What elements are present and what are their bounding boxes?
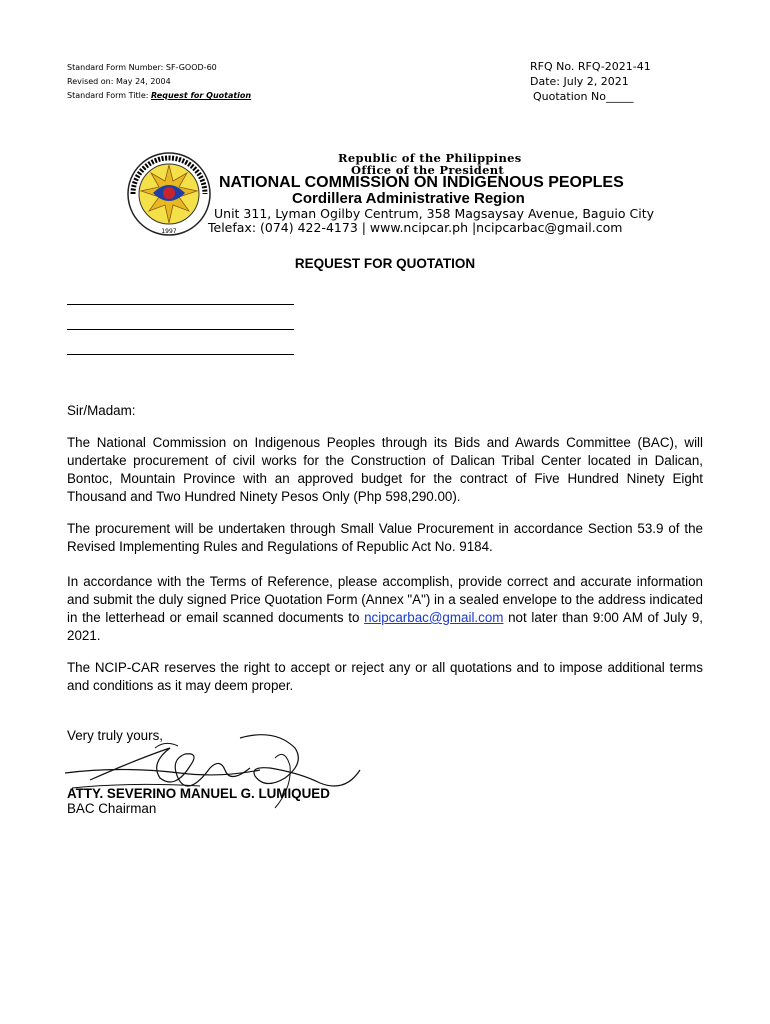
letterhead-address: Unit 311, Lyman Ogilby Centrum, 358 Magsaysay Avenue, Baguio City (214, 206, 655, 221)
address-blank-line-2 (67, 329, 294, 330)
address-blank-line-1 (67, 304, 294, 305)
letterhead-republic: Republic of the Philippines (338, 151, 522, 165)
paragraph-3 (67, 573, 703, 645)
paragraph-2: The procurement will be undertaken through Small Value Procurement in accordance Section 53.9 of the Revised Implementing Rules and Regulations of Republic Act No. 9184. (67, 521, 703, 554)
paragraph-3-tail: not later than 9:00 AM of July 9, 2021. (67, 610, 703, 643)
quotation-number: Quotation No_____ (533, 90, 634, 103)
form-title-label: Standard Form Title: (67, 91, 149, 100)
letterhead-contact: Telefax: (074) 422-4173 | www.ncipcar.ph |ncipcarbac@gmail.com (208, 220, 623, 235)
signatory-name: ATTY. SEVERINO MANUEL G. LUMIQUED (67, 786, 330, 801)
form-info (67, 61, 251, 103)
letterhead-org-name: NATIONAL COMMISSION ON INDIGENOUS PEOPLES (219, 174, 624, 191)
letterhead-region: Cordillera Administrative Region (292, 190, 525, 207)
seal-year: 1997 (161, 228, 177, 235)
salutation: Sir/Madam: (67, 403, 136, 418)
email-link[interactable]: ncipcarbac@gmail.com (364, 610, 504, 625)
document-heading: REQUEST FOR QUOTATION (294, 256, 476, 271)
form-number: Standard Form Number: SF-GOOD-60 (67, 63, 217, 72)
paragraph-3-text: In accordance with the Terms of Reference, please accomplish, provide correct and accurate information and submit the duly signed Price Quotation Form (Annex "A") in a sealed envelope to the address indicated in the letterhead or email scanned documents to (67, 574, 703, 625)
closing: Very truly yours, (67, 728, 163, 743)
form-title-value: Request for Quotation (151, 91, 252, 100)
rfq-number: RFQ No. RFQ-2021-41 (530, 60, 651, 73)
letterhead-office: Office of the President (351, 163, 505, 177)
address-blank-line-3 (67, 354, 294, 355)
rfq-info (530, 59, 651, 104)
form-title (67, 89, 251, 103)
ncip-seal (125, 151, 213, 237)
signatory-title: BAC Chairman (67, 801, 157, 816)
ncip-seal-icon (125, 151, 213, 237)
rfq-date: Date: July 2, 2021 (530, 75, 629, 88)
form-revised: Revised on: May 24, 2004 (67, 77, 171, 86)
paragraph-4: The NCIP-CAR reserves the right to accept or reject any or all quotations and to impose additional terms and conditions as it may deem proper. (67, 660, 703, 693)
paragraph-1: The National Commission on Indigenous Peoples through its Bids and Awards Committee (BAC), will undertake procurement of civil works for the Construction of Dalican Tribal Center located in Dalican, Bontoc, Mountain Province with an approved budget for the contract of Five Hundred Ninety Eight Thousand and Two Hundred Ninety Pesos Only (Php 598,290.00). (67, 435, 703, 504)
